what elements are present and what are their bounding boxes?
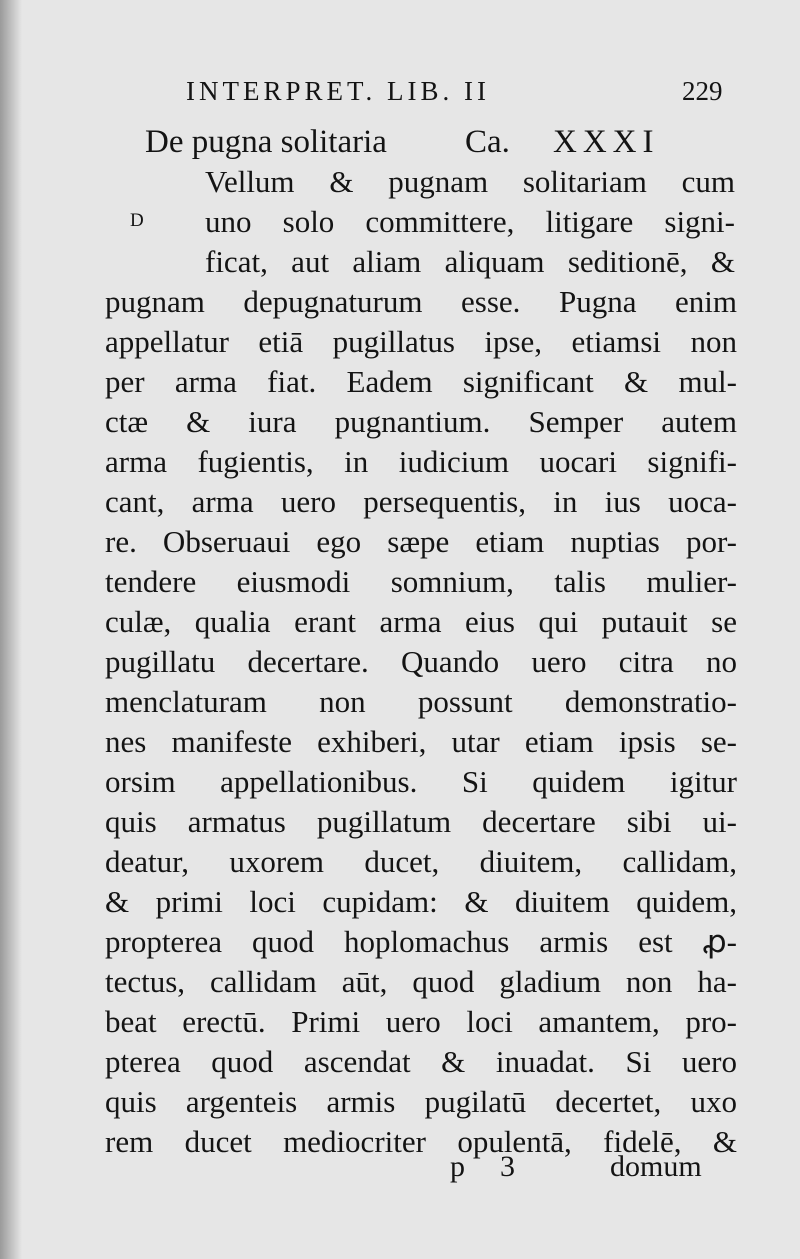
text-line: pugnam depugnaturum esse. Pugna enim xyxy=(105,284,737,319)
text-line: re. Obseruaui ego sæpe etiam nuptias por- xyxy=(105,524,737,559)
text-line: cant, arma uero persequentis, in ius uoca- xyxy=(105,484,737,519)
text-line: per arma fiat. Eadem significant & mul- xyxy=(105,364,737,399)
text-line: nes manifeste exhiberi, utar etiam ipsis se- xyxy=(105,724,737,759)
text-line: & primi loci cupidam: & diuitem quidem, xyxy=(105,884,737,919)
margin-letter: D xyxy=(130,210,144,231)
text-line: Vellum & pugnam solitariam cum xyxy=(205,164,735,199)
signature-line xyxy=(450,1150,740,1184)
text-line: propterea quod hoplomachus armis est ꝓ- xyxy=(105,924,737,959)
text-line: uno solo committere, litigare signi- xyxy=(205,204,735,239)
chapter-number: XXXI xyxy=(553,124,660,160)
running-head: INTERPRET. LIB. II xyxy=(186,76,490,106)
text-line: orsim appellationibus. Si quidem igitur xyxy=(105,764,737,799)
text-line: pugillatu decertare. Quando uero citra no xyxy=(105,644,737,679)
text-line: pterea quod ascendat & inuadat. Si uero xyxy=(105,1044,737,1079)
text-line: appellatur etiā pugillatus ipse, etiamsi non xyxy=(105,324,737,359)
text-line: quis armatus pugillatum decertare sibi ui- xyxy=(105,804,737,839)
text-line: ctæ & iura pugnantium. Semper autem xyxy=(105,404,737,439)
catchword: domum xyxy=(610,1150,702,1183)
page-gutter-shadow xyxy=(0,0,22,1259)
text-line: deatur, uxorem ducet, diuitem, callidam, xyxy=(105,844,737,879)
text-line: tectus, callidam aūt, quod gladium non ha- xyxy=(105,964,737,999)
text-line: ficat, aut aliam aliquam seditionē, & xyxy=(205,244,735,279)
text-line: tendere eiusmodi somnium, talis mulier- xyxy=(105,564,737,599)
chapter-title: De pugna solitaria xyxy=(145,124,387,160)
signature-letter: p xyxy=(450,1150,465,1183)
text-line: beat erectū. Primi uero loci amantem, pro- xyxy=(105,1004,737,1039)
signature-number: 3 xyxy=(500,1150,515,1183)
text-line: quis argenteis armis pugilatū decertet, uxo xyxy=(105,1084,737,1119)
page-number: 229 xyxy=(682,76,723,106)
chapter-heading xyxy=(145,124,659,161)
text-line: menclaturam non possunt demonstratio- xyxy=(105,684,737,719)
text-line: culæ, qualia erant arma eius qui putauit se xyxy=(105,604,737,639)
text-line: arma fugientis, in iudicium uocari signifi- xyxy=(105,444,737,479)
chapter-label: Ca. xyxy=(465,124,510,160)
text-line: rem ducet mediocriter opulentā, fidelē, & xyxy=(105,1124,737,1159)
